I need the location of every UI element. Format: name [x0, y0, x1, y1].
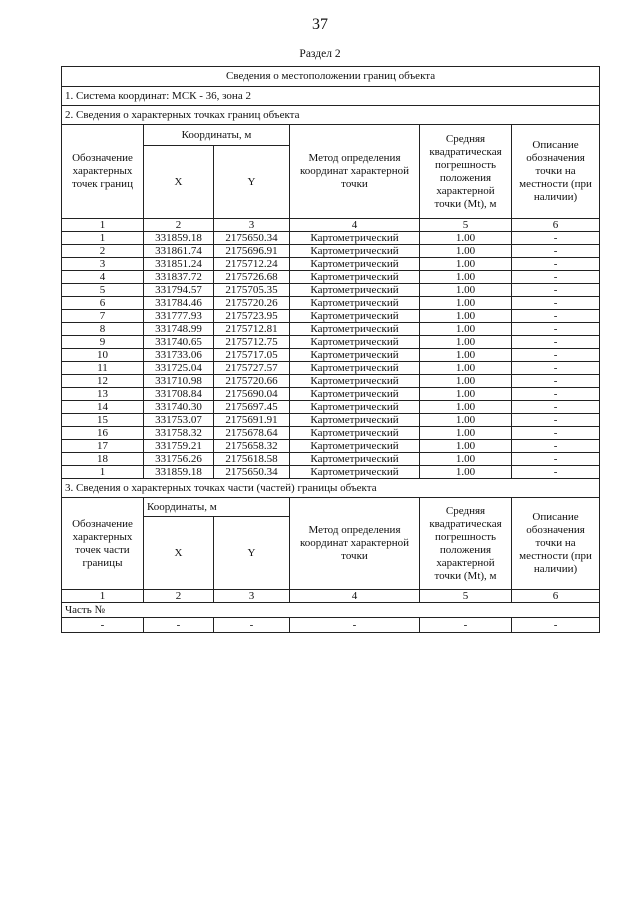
coord-x: 331740.30: [144, 401, 214, 414]
column-number: 4: [290, 590, 420, 603]
coord-y: 2175712.81: [214, 323, 290, 336]
section-title: Раздел 2: [299, 48, 341, 60]
point-number: 14: [62, 401, 144, 414]
table-row: [62, 401, 600, 414]
description: -: [512, 284, 600, 297]
table-row: [62, 453, 600, 466]
empty-cell: -: [512, 618, 600, 633]
description: -: [512, 310, 600, 323]
error-mt: 1.00: [420, 258, 512, 271]
coord-y: 2175723.95: [214, 310, 290, 323]
coord-x: 331794.57: [144, 284, 214, 297]
error-mt: 1.00: [420, 349, 512, 362]
point-number: 4: [62, 271, 144, 284]
description: -: [512, 427, 600, 440]
coord-y: 2175650.34: [214, 466, 290, 479]
description: -: [512, 401, 600, 414]
coord-x: 331758.32: [144, 427, 214, 440]
coord-y: 2175720.26: [214, 297, 290, 310]
section3-title: 3. Сведения о характерных точках части (частей) границы объекта: [62, 479, 600, 498]
point-number: 16: [62, 427, 144, 440]
coord-y: 2175696.91: [214, 245, 290, 258]
header-method: Метод определения координат характерной точки: [290, 125, 420, 219]
point-number: 13: [62, 388, 144, 401]
description: -: [512, 388, 600, 401]
coord-x: 331733.06: [144, 349, 214, 362]
table-row: [62, 375, 600, 388]
header-coordinates: Координаты, м: [144, 125, 290, 146]
coord-y: 2175650.34: [214, 232, 290, 245]
description: -: [512, 440, 600, 453]
empty-cell: -: [62, 618, 144, 633]
description: -: [512, 466, 600, 479]
method: Картометрический: [290, 388, 420, 401]
header-y: Y: [214, 146, 290, 219]
column-number: 1: [62, 219, 144, 232]
method: Картометрический: [290, 245, 420, 258]
method: Картометрический: [290, 271, 420, 284]
coord-x: 331851.24: [144, 258, 214, 271]
table-title: Сведения о местоположении границ объекта: [62, 67, 600, 87]
description: -: [512, 453, 600, 466]
coord-x: 331740.65: [144, 336, 214, 349]
coord-x: 331859.18: [144, 466, 214, 479]
method: Картометрический: [290, 401, 420, 414]
coord-y: 2175618.58: [214, 453, 290, 466]
description: -: [512, 297, 600, 310]
header3-x: X: [144, 517, 214, 590]
point-number: 17: [62, 440, 144, 453]
header3-y: Y: [214, 517, 290, 590]
table-row: [62, 440, 600, 453]
header-error: Средняя квадратическая погрешность положения характерной точки (Mt), м: [420, 125, 512, 219]
description: -: [512, 414, 600, 427]
point-number: 9: [62, 336, 144, 349]
empty-cell: -: [290, 618, 420, 633]
table-row: [62, 323, 600, 336]
error-mt: 1.00: [420, 245, 512, 258]
column-number: 5: [420, 590, 512, 603]
description: -: [512, 336, 600, 349]
method: Картометрический: [290, 362, 420, 375]
error-mt: 1.00: [420, 284, 512, 297]
method: Картометрический: [290, 453, 420, 466]
header3-description: Описание обозначения точки на местности (при наличии): [512, 498, 600, 590]
column-number: 1: [62, 590, 144, 603]
table-row: [62, 310, 600, 323]
header-designation: Обозначение характерных точек границ: [62, 125, 144, 219]
coord-x: 331837.72: [144, 271, 214, 284]
header-x: X: [144, 146, 214, 219]
column-number: 2: [144, 219, 214, 232]
table-row: [62, 258, 600, 271]
method: Картометрический: [290, 232, 420, 245]
description: -: [512, 258, 600, 271]
coord-x: 331710.98: [144, 375, 214, 388]
method: Картометрический: [290, 336, 420, 349]
coord-x: 331859.18: [144, 232, 214, 245]
empty-cell: -: [144, 618, 214, 633]
coordinate-system: 1. Система координат: МСК - 36, зона 2: [62, 87, 600, 106]
column-number: 6: [512, 590, 600, 603]
point-number: 8: [62, 323, 144, 336]
coord-x: 331725.04: [144, 362, 214, 375]
point-number: 5: [62, 284, 144, 297]
description: -: [512, 271, 600, 284]
method: Картометрический: [290, 284, 420, 297]
point-number: 15: [62, 414, 144, 427]
coord-y: 2175691.91: [214, 414, 290, 427]
empty-row: [62, 618, 600, 633]
coord-y: 2175697.45: [214, 401, 290, 414]
table-row: [62, 414, 600, 427]
method: Картометрический: [290, 440, 420, 453]
error-mt: 1.00: [420, 427, 512, 440]
error-mt: 1.00: [420, 388, 512, 401]
section2-title: 2. Сведения о характерных точках границ объекта: [62, 106, 600, 125]
boundaries-table: [61, 66, 600, 633]
table-row: [62, 232, 600, 245]
description: -: [512, 349, 600, 362]
coord-x: 331759.21: [144, 440, 214, 453]
point-number: 12: [62, 375, 144, 388]
empty-cell: -: [420, 618, 512, 633]
method: Картометрический: [290, 297, 420, 310]
coord-x: 331861.74: [144, 245, 214, 258]
point-number: 3: [62, 258, 144, 271]
point-number: 1: [62, 466, 144, 479]
error-mt: 1.00: [420, 466, 512, 479]
table-row: [62, 336, 600, 349]
point-number: 6: [62, 297, 144, 310]
page-number: 37: [312, 16, 328, 33]
column-number: 6: [512, 219, 600, 232]
method: Картометрический: [290, 414, 420, 427]
error-mt: 1.00: [420, 336, 512, 349]
error-mt: 1.00: [420, 232, 512, 245]
table-row: [62, 284, 600, 297]
header3-error: Средняя квадратическая погрешность положения характерной точки (Mt), м: [420, 498, 512, 590]
error-mt: 1.00: [420, 453, 512, 466]
point-number: 2: [62, 245, 144, 258]
coord-x: 331708.84: [144, 388, 214, 401]
column-numbers-row-3: [62, 590, 600, 603]
header3-method: Метод определения координат характерной точки: [290, 498, 420, 590]
table-row: [62, 427, 600, 440]
header3-coordinates: Координаты, м: [144, 498, 290, 517]
method: Картометрический: [290, 349, 420, 362]
description: -: [512, 323, 600, 336]
coord-y: 2175705.35: [214, 284, 290, 297]
point-number: 11: [62, 362, 144, 375]
error-mt: 1.00: [420, 440, 512, 453]
error-mt: 1.00: [420, 323, 512, 336]
coord-x: 331777.93: [144, 310, 214, 323]
table-row: [62, 388, 600, 401]
coord-y: 2175690.04: [214, 388, 290, 401]
coord-y: 2175678.64: [214, 427, 290, 440]
error-mt: 1.00: [420, 401, 512, 414]
method: Картометрический: [290, 375, 420, 388]
header3-designation: Обозначение характерных точек части границы: [62, 498, 144, 590]
empty-cell: -: [214, 618, 290, 633]
table-row: [62, 271, 600, 284]
column-number: 3: [214, 219, 290, 232]
coord-y: 2175720.66: [214, 375, 290, 388]
table-row: [62, 466, 600, 479]
coord-x: 331784.46: [144, 297, 214, 310]
coord-x: 331753.07: [144, 414, 214, 427]
description: -: [512, 375, 600, 388]
description: -: [512, 362, 600, 375]
coord-y: 2175712.75: [214, 336, 290, 349]
method: Картометрический: [290, 466, 420, 479]
table-row: [62, 362, 600, 375]
method: Картометрический: [290, 310, 420, 323]
point-number: 1: [62, 232, 144, 245]
coord-y: 2175726.68: [214, 271, 290, 284]
description: -: [512, 245, 600, 258]
method: Картометрический: [290, 323, 420, 336]
column-numbers-row: [62, 219, 600, 232]
error-mt: 1.00: [420, 414, 512, 427]
column-number: 2: [144, 590, 214, 603]
column-number: 3: [214, 590, 290, 603]
table-row: [62, 349, 600, 362]
column-number: 4: [290, 219, 420, 232]
error-mt: 1.00: [420, 297, 512, 310]
coord-x: 331756.26: [144, 453, 214, 466]
coord-y: 2175717.05: [214, 349, 290, 362]
method: Картометрический: [290, 258, 420, 271]
coord-y: 2175727.57: [214, 362, 290, 375]
header-description: Описание обозначения точки на местности (при наличии): [512, 125, 600, 219]
column-number: 5: [420, 219, 512, 232]
description: -: [512, 232, 600, 245]
point-number: 10: [62, 349, 144, 362]
table-row: [62, 297, 600, 310]
method: Картометрический: [290, 427, 420, 440]
coord-y: 2175712.24: [214, 258, 290, 271]
error-mt: 1.00: [420, 271, 512, 284]
point-number: 7: [62, 310, 144, 323]
error-mt: 1.00: [420, 362, 512, 375]
coord-y: 2175658.32: [214, 440, 290, 453]
coord-x: 331748.99: [144, 323, 214, 336]
part-label: Часть №: [62, 603, 600, 618]
point-number: 18: [62, 453, 144, 466]
table-row: [62, 245, 600, 258]
error-mt: 1.00: [420, 310, 512, 323]
error-mt: 1.00: [420, 375, 512, 388]
